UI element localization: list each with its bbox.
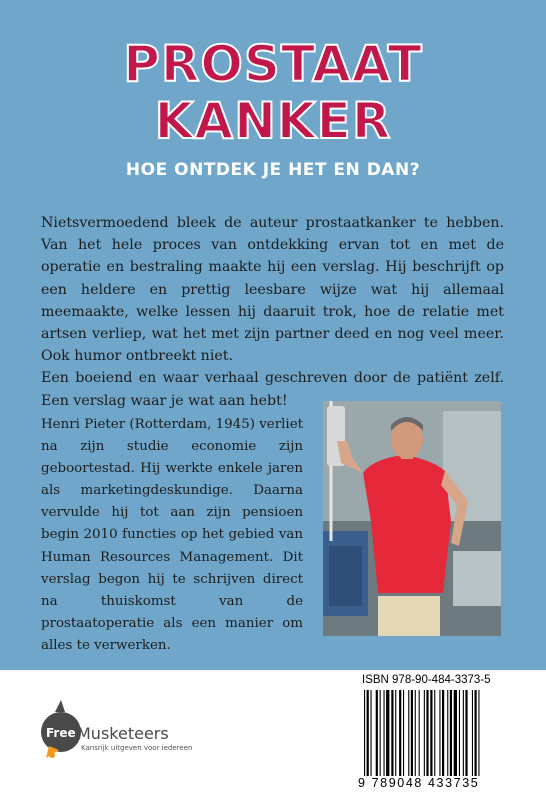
barcode-bar (426, 690, 428, 776)
author-photo (323, 401, 501, 636)
blurb-paragraph-2: Een boeiend en waar verhaal geschreven door de patiënt zelf. Een verslag waar je wat aan hebt! (41, 370, 504, 409)
barcode-bar (395, 690, 396, 776)
author-photo-illustration (323, 401, 501, 636)
barcode-bar (434, 690, 435, 776)
barcode-bar (376, 690, 378, 776)
logo-word: Free (46, 726, 76, 740)
barcode-bar (386, 690, 389, 776)
barcode-bar (447, 690, 448, 776)
barcode-bar (384, 690, 385, 776)
barcode-bars (358, 690, 518, 778)
subtitle: HOE ONTDEK JE HET EN DAN? (125, 160, 421, 180)
barcode-bar (367, 690, 369, 776)
barcode-bar (472, 690, 473, 776)
barcode-bar (439, 690, 440, 776)
barcode-bar (430, 690, 432, 776)
blurb-paragraph-1: Nietsvermoedend bleek de auteur prostaatkanker te hebben. Van het hele proces van ontdekking ervan tot en met de operatie en bestraling maakte hij een verslag. Hij beschrijft op een heldere en prettig leesbare wijze wat hij allemaal meemaakte, welke lessen hij daaruit trok, hoe de relatie met artsen verliep, wat het met zijn partner deed en nog veel meer. Ook humor ontbreekt niet. (41, 215, 504, 365)
barcode-bar (463, 690, 464, 776)
publisher-name: Musketeers (77, 724, 169, 743)
barcode-bar (415, 690, 416, 776)
barcode-bar (424, 690, 425, 776)
barcode-bar (478, 690, 479, 776)
barcode-bar (380, 690, 381, 776)
barcode-bar (408, 690, 409, 776)
barcode-bar (450, 690, 452, 776)
title-line-1: PROSTAAT (123, 35, 423, 93)
ean-digits: 9 789048 433735 (358, 776, 480, 790)
author-bio: Henri Pieter (Rotterdam, 1945) verliet na zijn studie economie zijn geboortestad. Hij werkte enkele jaren als marketingdeskundige. Daarna vervulde hij tot aan zijn pensioen begin 2010 functies op het gebied van Human Resources Management. Dit verslag begon hij te schrijven direct na thuiskomst van de prostaatoperatie als een manier om alles te verwerken. (41, 417, 303, 653)
barcode-bar (442, 690, 444, 776)
barcode-bar (391, 690, 393, 776)
barcode-bar (399, 690, 401, 776)
barcode-bar (459, 690, 460, 776)
barcode-bar (364, 690, 365, 776)
barcode-bar (411, 690, 413, 776)
barcode-bar (419, 690, 420, 776)
barcode-bar (465, 690, 467, 776)
barcode-bar (475, 690, 477, 776)
isbn-label: ISBN 978-90-484-3373-5 (362, 674, 491, 686)
publisher-logo (41, 698, 201, 768)
footer (0, 670, 546, 800)
blurb (41, 212, 504, 412)
publisher-tagline: Kansrijk uitgeven voor iedereen (81, 744, 193, 752)
title-line-2: KANKER (154, 92, 392, 150)
isbn-barcode (358, 674, 518, 794)
barcode-bar (454, 690, 457, 776)
barcode-bar (403, 690, 404, 776)
barcode-bar (371, 690, 372, 776)
